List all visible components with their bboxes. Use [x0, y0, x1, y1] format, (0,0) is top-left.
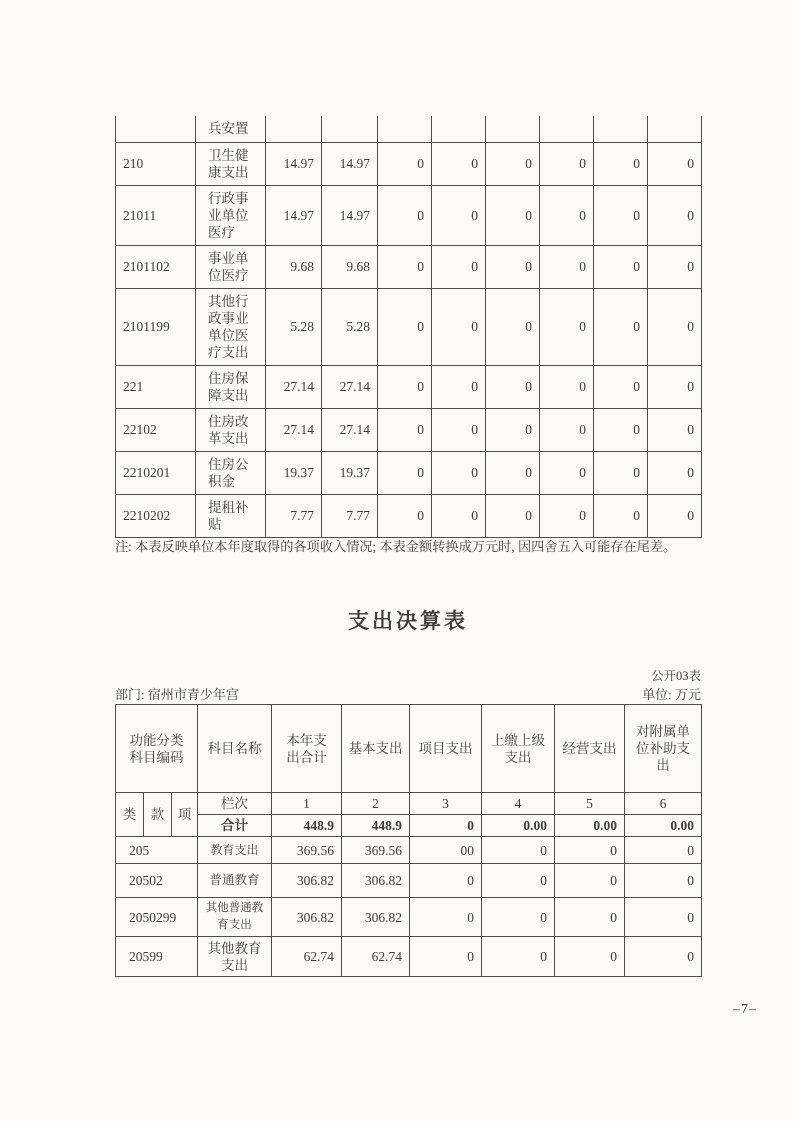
value-cell: 0 [540, 365, 594, 408]
code-cell: 22102 [116, 408, 196, 451]
value-cell: 369.56 [342, 837, 410, 864]
value-cell: 19.37 [322, 451, 378, 494]
value-cell [486, 116, 540, 142]
value-cell: 5.28 [322, 288, 378, 365]
code-cell: 2210202 [116, 494, 196, 537]
value-cell: 0 [594, 245, 648, 288]
index-cell: 5 [555, 793, 625, 815]
value-cell: 0 [486, 451, 540, 494]
value-cell: 0 [378, 142, 432, 185]
name-cell: 其他教育支出 [198, 937, 272, 977]
value-cell: 0 [555, 837, 625, 864]
value-cell [322, 116, 378, 142]
value-cell: 0 [540, 142, 594, 185]
value-cell: 0 [648, 365, 702, 408]
code-cell: 20502 [116, 864, 198, 898]
value-cell: 306.82 [272, 864, 342, 898]
code-sub-cell: 类 [116, 793, 144, 837]
table-row [116, 408, 702, 451]
value-cell: 14.97 [266, 142, 322, 185]
table-row [116, 494, 702, 537]
value-cell [648, 116, 702, 142]
value-cell: 369.56 [272, 837, 342, 864]
value-cell: 0 [432, 408, 486, 451]
table-row [116, 898, 702, 937]
value-cell: 27.14 [266, 365, 322, 408]
value-cell: 0 [432, 185, 486, 245]
value-cell: 0 [482, 837, 555, 864]
index-label-cell: 栏次 [198, 793, 272, 815]
code-cell: 21011 [116, 185, 196, 245]
table-row [116, 451, 702, 494]
meta-row [115, 684, 701, 703]
value-cell: 0 [594, 408, 648, 451]
value-cell: 0 [486, 408, 540, 451]
code-cell: 210 [116, 142, 196, 185]
value-cell [594, 116, 648, 142]
value-cell: 0 [482, 937, 555, 977]
value-cell: 0 [625, 864, 702, 898]
income-table-continued [115, 116, 702, 538]
value-cell: 14.97 [322, 185, 378, 245]
value-cell: 448.9 [272, 815, 342, 837]
header-row [116, 705, 702, 793]
code-cell: 20599 [116, 937, 198, 977]
header-cell: 基本支出 [342, 705, 410, 793]
code-cell: 2101199 [116, 288, 196, 365]
header-cell: 项目支出 [410, 705, 482, 793]
value-cell: 0 [432, 142, 486, 185]
value-cell: 0 [648, 142, 702, 185]
value-cell: 0 [432, 494, 486, 537]
value-cell [432, 116, 486, 142]
name-cell: 兵安置 [196, 116, 266, 142]
value-cell: 0 [625, 837, 702, 864]
value-cell: 0 [410, 864, 482, 898]
name-cell: 住房公积金 [196, 451, 266, 494]
name-cell: 提租补贴 [196, 494, 266, 537]
value-cell: 0 [486, 185, 540, 245]
table-row-partial [116, 116, 702, 142]
index-cell: 1 [272, 793, 342, 815]
value-cell: 0 [378, 245, 432, 288]
value-cell: 0.00 [625, 815, 702, 837]
value-cell: 0 [648, 185, 702, 245]
value-cell: 9.68 [322, 245, 378, 288]
table-row [116, 365, 702, 408]
value-cell: 306.82 [342, 898, 410, 937]
index-cell: 6 [625, 793, 702, 815]
name-cell: 行政事业单位医疗 [196, 185, 266, 245]
code-cell: 2101102 [116, 245, 196, 288]
column-index-row [116, 793, 702, 815]
value-cell: 0 [378, 288, 432, 365]
name-cell: 卫生健康支出 [196, 142, 266, 185]
value-cell: 0 [432, 365, 486, 408]
value-cell: 0 [540, 494, 594, 537]
value-cell: 0 [378, 408, 432, 451]
value-cell [266, 116, 322, 142]
value-cell: 0 [378, 185, 432, 245]
value-cell: 0 [555, 937, 625, 977]
value-cell [540, 116, 594, 142]
code-sub-cell: 款 [144, 793, 172, 837]
value-cell: 306.82 [272, 898, 342, 937]
value-cell: 0 [648, 494, 702, 537]
value-cell: 0 [594, 142, 648, 185]
value-cell: 0 [594, 494, 648, 537]
value-cell: 0 [378, 451, 432, 494]
name-cell: 住房保障支出 [196, 365, 266, 408]
table-row [116, 937, 702, 977]
value-cell: 0 [432, 451, 486, 494]
value-cell: 27.14 [266, 408, 322, 451]
value-cell: 7.77 [266, 494, 322, 537]
code-cell: 221 [116, 365, 196, 408]
table-row [116, 245, 702, 288]
value-cell [378, 116, 432, 142]
value-cell: 0 [410, 815, 482, 837]
value-cell: 0 [594, 365, 648, 408]
value-cell: 0 [540, 288, 594, 365]
value-cell: 0 [486, 494, 540, 537]
value-cell: 0 [594, 288, 648, 365]
table-row [116, 837, 702, 864]
code-cell [116, 116, 196, 142]
value-cell: 0 [540, 408, 594, 451]
value-cell: 0 [648, 408, 702, 451]
value-cell: 0 [594, 451, 648, 494]
value-cell: 9.68 [266, 245, 322, 288]
header-cell: 对附属单位补助支出 [625, 705, 702, 793]
value-cell: 0 [432, 288, 486, 365]
table-code-label: 公开03表 [650, 669, 701, 683]
table-row [116, 864, 702, 898]
department-label: 部门: 宿州市青少年宫 [115, 687, 239, 702]
page-number: –7– [733, 1002, 757, 1017]
value-cell: 0 [410, 937, 482, 977]
index-cell: 2 [342, 793, 410, 815]
section-title: 支出决算表 [348, 609, 468, 633]
table-row [116, 142, 702, 185]
value-cell: 0 [540, 245, 594, 288]
total-row [116, 815, 702, 837]
value-cell: 0 [482, 864, 555, 898]
code-cell: 2210201 [116, 451, 196, 494]
value-cell: 19.37 [266, 451, 322, 494]
name-cell: 普通教育 [198, 864, 272, 898]
header-cell: 上缴上级支出 [482, 705, 555, 793]
name-cell: 教育支出 [198, 837, 272, 864]
value-cell: 0.00 [555, 815, 625, 837]
value-cell: 0 [648, 451, 702, 494]
value-cell: 0 [378, 365, 432, 408]
value-cell: 62.74 [272, 937, 342, 977]
value-cell: 0 [625, 898, 702, 937]
table-row [116, 185, 702, 245]
total-label-cell: 合计 [198, 815, 272, 837]
index-cell: 3 [410, 793, 482, 815]
value-cell: 0 [555, 864, 625, 898]
name-cell: 事业单位医疗 [196, 245, 266, 288]
code-cell: 2050299 [116, 898, 198, 937]
value-cell: 306.82 [342, 864, 410, 898]
value-cell: 0 [432, 245, 486, 288]
value-cell: 448.9 [342, 815, 410, 837]
table-note: 注: 本表反映单位本年度取得的各项收入情况; 本表金额转换成万元时, 因四舍五入可能存在尾差。 [115, 539, 677, 554]
value-cell: 27.14 [322, 365, 378, 408]
value-cell: 0 [482, 898, 555, 937]
code-cell: 205 [116, 837, 198, 864]
value-cell: 0 [625, 937, 702, 977]
value-cell: 0.00 [482, 815, 555, 837]
value-cell: 0 [486, 245, 540, 288]
value-cell: 5.28 [266, 288, 322, 365]
name-cell: 其他普通教育支出 [198, 898, 272, 937]
header-cell: 本年支出合计 [272, 705, 342, 793]
header-cell: 功能分类科目编码 [116, 705, 198, 793]
value-cell: 0 [648, 245, 702, 288]
name-cell: 其他行政事业单位医疗支出 [196, 288, 266, 365]
value-cell: 0 [648, 288, 702, 365]
header-cell: 经营支出 [555, 705, 625, 793]
value-cell: 0 [540, 451, 594, 494]
value-cell: 62.74 [342, 937, 410, 977]
value-cell: 0 [486, 288, 540, 365]
value-cell: 14.97 [266, 185, 322, 245]
expenditure-table [115, 704, 702, 977]
value-cell: 0 [486, 142, 540, 185]
value-cell: 0 [410, 898, 482, 937]
value-cell: 0 [540, 185, 594, 245]
value-cell: 14.97 [322, 142, 378, 185]
header-cell: 科目名称 [198, 705, 272, 793]
code-sub-cell: 项 [172, 793, 198, 837]
value-cell: 0 [555, 898, 625, 937]
value-cell: 0 [378, 494, 432, 537]
unit-label: 单位: 万元 [642, 687, 701, 702]
name-cell: 住房改革支出 [196, 408, 266, 451]
value-cell: 0 [594, 185, 648, 245]
index-cell: 4 [482, 793, 555, 815]
table-row [116, 288, 702, 365]
value-cell: 27.14 [322, 408, 378, 451]
value-cell: 00 [410, 837, 482, 864]
value-cell: 0 [486, 365, 540, 408]
value-cell: 7.77 [322, 494, 378, 537]
